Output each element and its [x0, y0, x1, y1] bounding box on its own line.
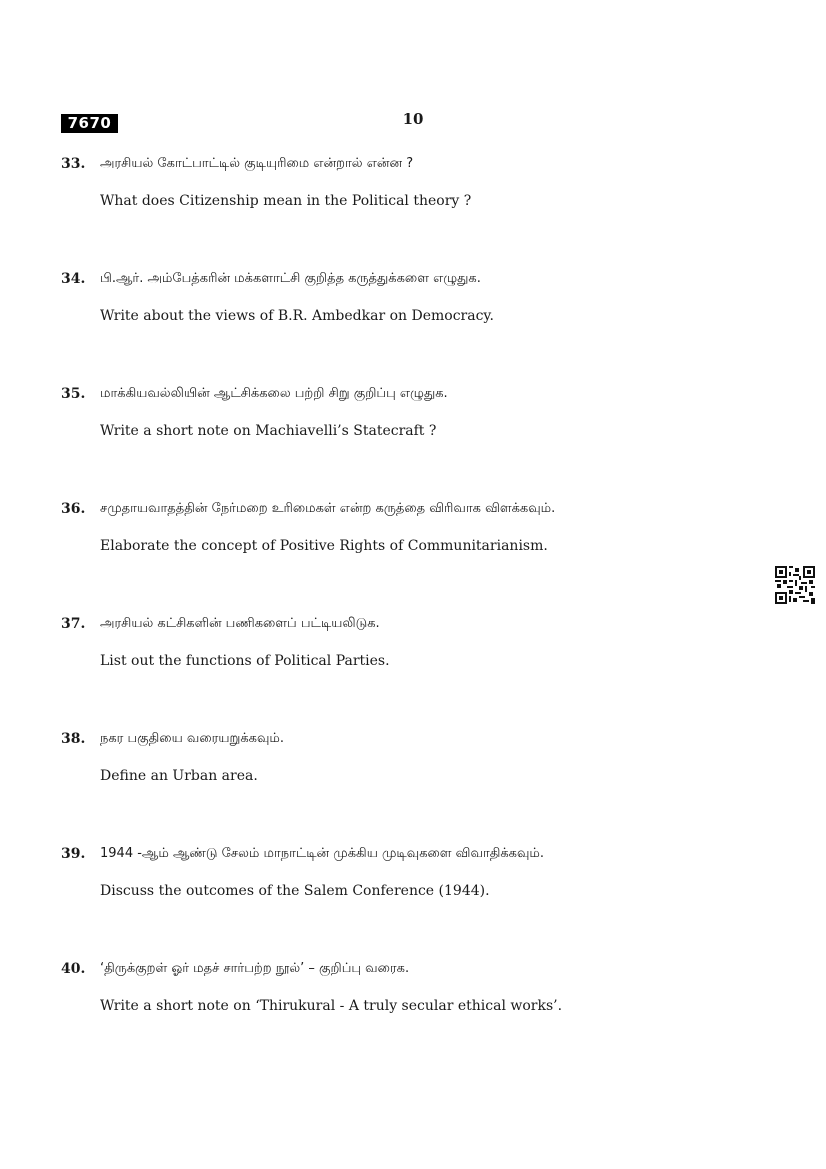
question-number: 38.	[61, 731, 86, 747]
question-number: 37.	[61, 616, 86, 632]
question-text-english: List out the functions of Political Parties.	[100, 653, 390, 669]
question-number: 36.	[61, 501, 86, 517]
question-text-tamil: நகர பகுதியை வரையறுக்கவும்.	[100, 731, 285, 746]
question-text-english: Write a short note on Machiavelli’s Statecraft ?	[100, 423, 437, 439]
question-number: 34.	[61, 271, 86, 287]
question-number: 33.	[61, 156, 86, 172]
question-number: 35.	[61, 386, 86, 402]
question-text-tamil: அரசியல் கட்சிகளின் பணிகளைப் பட்டியலிடுக.	[100, 616, 380, 631]
question-text-english: What does Citizenship mean in the Political theory ?	[100, 193, 472, 209]
question-text-english: Discuss the outcomes of the Salem Conference (1944).	[100, 883, 490, 899]
question-text-tamil: ‘திருக்குறள் ஓர் மதச் சார்பற்ற நூல்’ – குறிப்பு வரைக.	[100, 961, 410, 976]
question-text-english: Write about the views of B.R. Ambedkar on Democracy.	[100, 308, 494, 324]
page-number: 10	[402, 110, 424, 128]
qr-code-icon	[775, 566, 815, 604]
question-text-tamil: சமுதாயவாதத்தின் நேர்மறை உரிமைகள் என்ற கருத்தை விரிவாக விளக்கவும்.	[100, 501, 556, 516]
question-text-tamil: பி.ஆர். அம்பேத்கரின் மக்களாட்சி குறித்த கருத்துக்களை எழுதுக.	[100, 271, 481, 286]
question-number: 39.	[61, 846, 86, 862]
question-text-english: Write a short note on ‘Thirukural - A truly secular ethical works’.	[100, 998, 563, 1014]
question-text-english: Define an Urban area.	[100, 768, 258, 784]
question-text-english: Elaborate the concept of Positive Rights of Communitarianism.	[100, 538, 548, 554]
question-text-tamil: அரசியல் கோட்பாட்டில் குடியுரிமை என்றால் என்ன ?	[100, 156, 414, 171]
question-text-tamil: மாக்கியவல்லியின் ஆட்சிக்கலை பற்றி சிறு குறிப்பு எழுதுக.	[100, 386, 448, 401]
question-text-tamil: 1944 -ஆம் ஆண்டு சேலம் மாநாட்டின் முக்கிய முடிவுகளை விவாதிக்கவும்.	[100, 846, 545, 861]
question-number: 40.	[61, 961, 86, 977]
paper-code-badge: 7670	[61, 114, 118, 133]
